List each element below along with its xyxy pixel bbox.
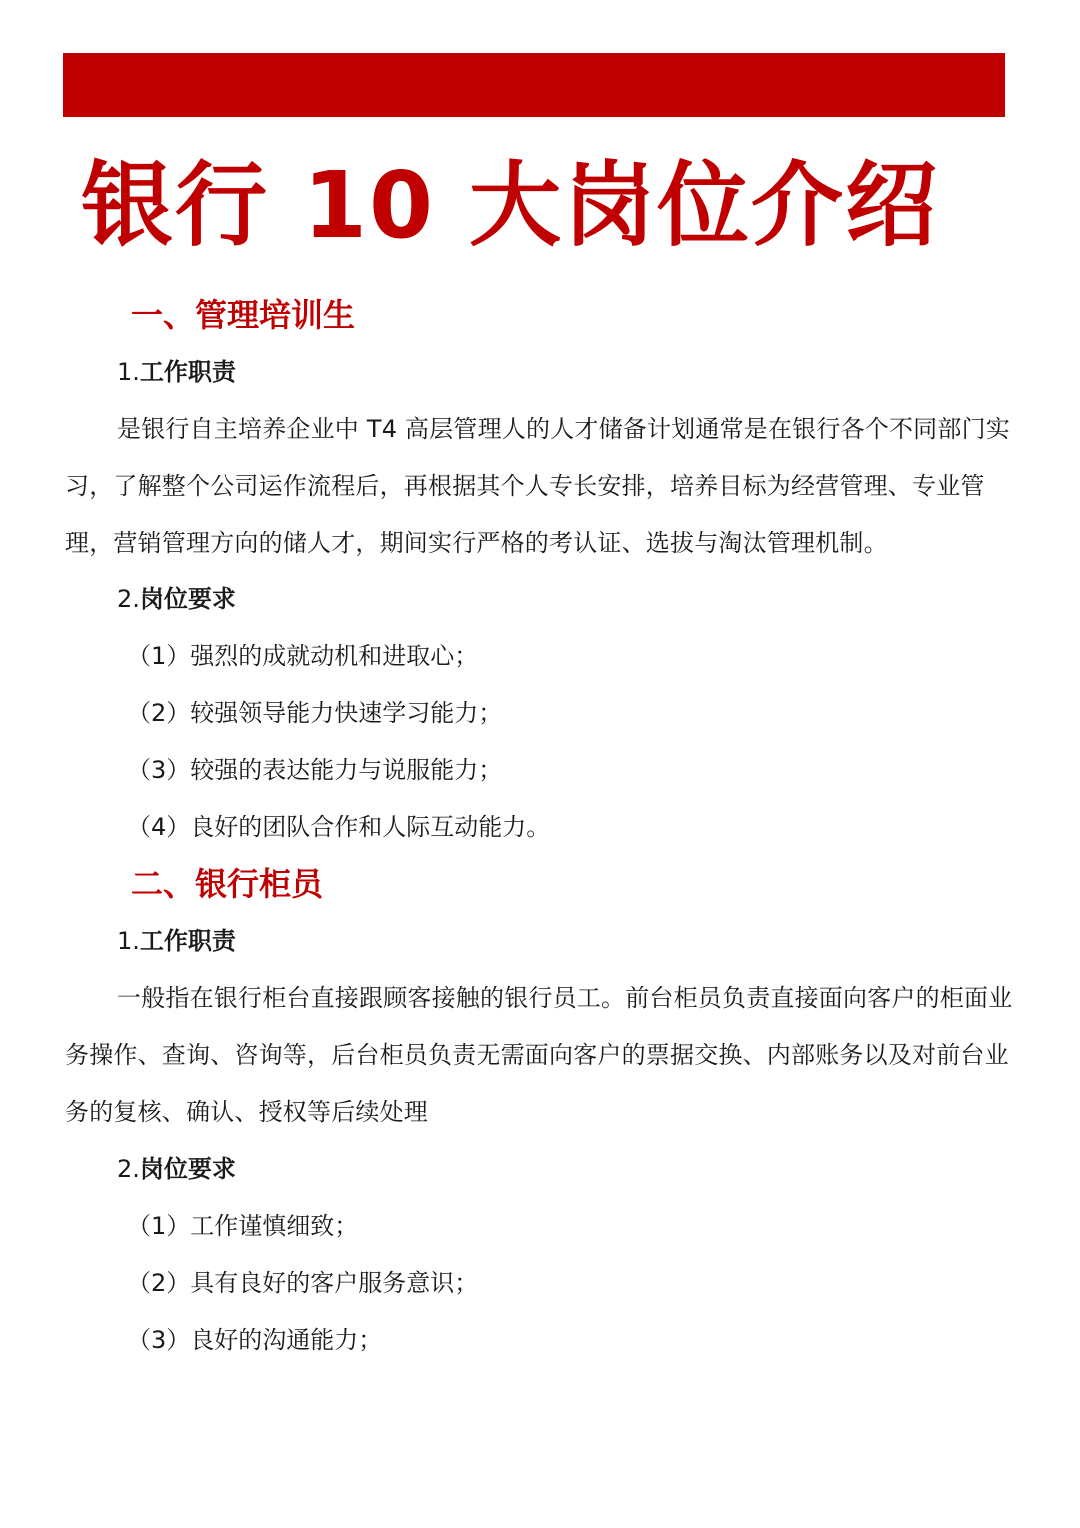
section-management-trainee (65, 287, 1020, 856)
list-item: （3）良好的沟通能力； (127, 1325, 383, 1354)
list-item: （1）强烈的成就动机和进取心； (127, 642, 479, 671)
list-item: （3）较强的表达能力与说服能力； (127, 756, 503, 785)
requirement-number: 2. (117, 1154, 140, 1183)
document-body (65, 287, 1020, 1369)
list-item: （4）良好的团队合作和人际互动能力。 (127, 813, 551, 842)
duty-paragraph: 是银行自主培养企业中 T4 高层管理人的人才储备计划通常是在银行各个不同部门实习，了解整个公司运作流程后，再根据其个人专长安排，培养目标为经营管理、专业管理，营销管理方向的储人才，期间实行严格的考认证、选拔与淘汰管理机制。 (65, 415, 1010, 557)
section-bank-teller (65, 856, 1020, 1368)
requirement-heading (65, 571, 1020, 628)
list-item: （2）具有良好的客户服务意识； (127, 1268, 479, 1297)
page-title: 银行 10 大岗位介绍 (80, 152, 940, 259)
requirement-list (65, 1198, 1020, 1369)
requirement-number: 2. (117, 585, 140, 614)
section-heading: 二、银行柜员 (131, 865, 324, 904)
duty-label: 工作职责 (139, 358, 236, 386)
duty-heading (65, 344, 1020, 401)
duty-heading (65, 913, 1020, 970)
requirement-label: 岗位要求 (139, 1154, 236, 1183)
duty-label: 工作职责 (139, 927, 236, 956)
requirement-label: 岗位要求 (139, 585, 236, 614)
section-heading: 一、管理培训生 (131, 296, 356, 334)
list-item: （1）工作谨慎细致； (127, 1211, 359, 1240)
top-banner-bar (63, 53, 1005, 117)
requirement-list (65, 628, 1020, 856)
requirement-heading (65, 1141, 1020, 1198)
list-item: （2）较强领导能力快速学习能力； (127, 699, 503, 728)
duty-number: 1. (117, 927, 140, 956)
duty-paragraph: 一般指在银行柜台直接跟顾客接触的银行员工。前台柜员负责直接面向客户的柜面业务操作、查询、咨询等，后台柜员负责无需面向客户的票据交换、内部账务以及对前台业务的复核、确认、授权等后续处理 (65, 984, 1013, 1126)
duty-number: 1. (117, 358, 140, 386)
